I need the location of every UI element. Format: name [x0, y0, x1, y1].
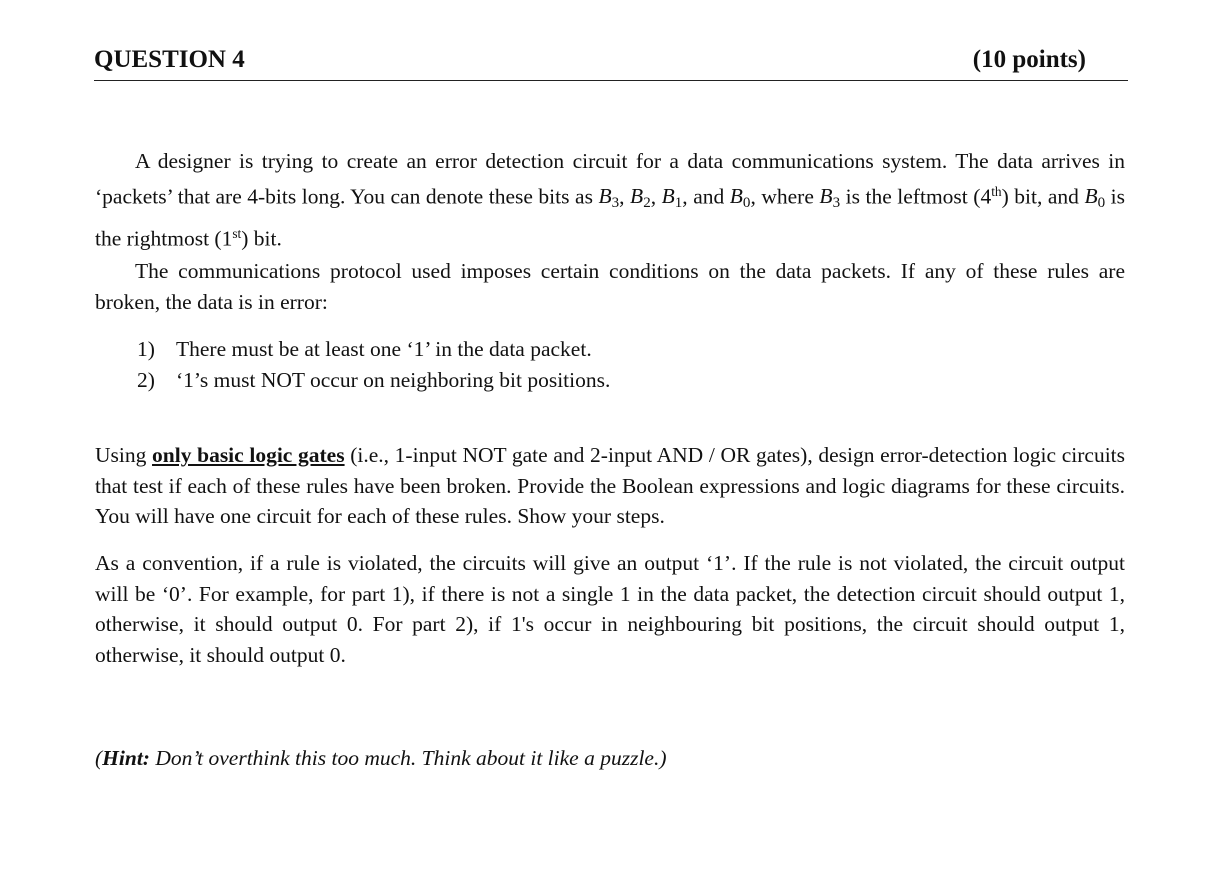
hint-text: [95, 746, 667, 771]
protocol-paragraph: The communications protocol used imposes certain conditions on the data packets. If any of these rules are broken, the data is in error:: [95, 259, 1125, 314]
rule-number: 2): [137, 367, 155, 392]
intro-text-4: is the rightmost (1: [95, 183, 1125, 250]
rule-text: There must be at least one ‘1’ in the data packet.: [176, 337, 592, 361]
hint-open-paren: (: [95, 746, 103, 770]
intro-paragraph: [95, 146, 1125, 253]
rule-number: 1): [137, 337, 155, 361]
superscript-th: th: [991, 183, 1002, 199]
hint-body: Don’t overthink this too much. Think about it like a puzzle.: [149, 746, 660, 770]
list-item: [137, 365, 1037, 396]
intro-text-1: A designer is trying to create an error detection circuit for a data communications system. The data arrives in ‘packets’ that are 4-bits long. You can denote these bits as: [95, 149, 1125, 208]
bit-b3: $B_3$: [598, 183, 620, 212]
task-text-2: (i.e., 1-input NOT gate and 2-input AND / OR gates), design error-detection logic circuits that test if each of these rules have been broken. Provide the Boolean expressions and logic diagrams for these circuits. You will have one circuit for each of these rules. Show your steps.: [95, 443, 1126, 528]
task-text-1: Using: [95, 443, 153, 467]
emphasis-only-basic-logic-gates: only basic logic gates: [152, 443, 345, 467]
intro-text-5: ) bit.: [241, 225, 282, 250]
list-item: [137, 334, 1037, 365]
bit-b0-ref: $B_0$: [1084, 183, 1106, 212]
intro-text-2: is the leftmost (4: [840, 183, 992, 208]
question-header: [94, 46, 1128, 81]
hint-close-paren: ): [659, 746, 667, 770]
superscript-st: st: [232, 225, 242, 241]
rules-list: [137, 334, 1037, 395]
intro-text-3: ) bit, and: [1001, 183, 1085, 208]
bit-b2: $B_2$: [630, 183, 651, 212]
bit-b0: $B_0$: [729, 183, 751, 212]
intro-sep-1: ,: [619, 183, 631, 208]
convention-paragraph: As a convention, if a rule is violated, the circuits will give an output ‘1’. If the rule is not violated, the circuit output will be ‘0’. For example, for part 1), if there is not a single 1 in the data packet, the detection circuit should output 1, otherwise, it should output 0. For part 2), if 1's occur in neighbouring bit positions, the circuit should output 1, otherwise, it should output 0.: [95, 551, 1125, 667]
bit-b1: $B_1$: [661, 183, 683, 212]
intro-sep-3: , and: [682, 183, 730, 208]
question-title: QUESTION 4: [94, 46, 245, 73]
hint-label: Hint:: [102, 746, 150, 770]
intro-sep-2: ,: [650, 183, 662, 208]
task-paragraph: [95, 440, 1125, 532]
bit-b3-ref: $B_3$: [819, 183, 841, 212]
intro-sep-4: , where: [750, 183, 820, 208]
rule-text: ‘1’s must NOT occur on neighboring bit positions.: [176, 367, 611, 392]
question-points: (10 points): [972, 46, 1086, 73]
